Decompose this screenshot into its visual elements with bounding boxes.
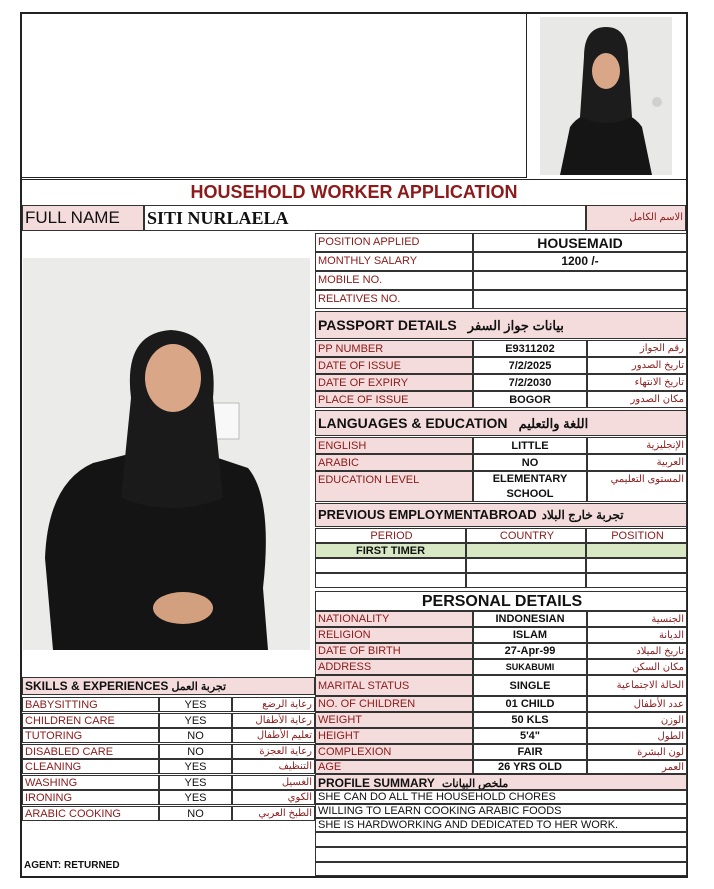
profile-line-2: WILLING TO LEARN COOKING ARABIC FOODS — [315, 804, 687, 818]
full-name-value: SITI NURLAELA — [144, 205, 586, 231]
skill-row-arabic: رعاية العجزة — [232, 744, 315, 759]
personal-row-value: 27-Apr-99 — [473, 643, 587, 659]
profile-heading-box — [315, 774, 687, 790]
employment-row3-period — [315, 573, 466, 588]
education-label: EDUCATION LEVEL — [315, 471, 473, 502]
position-value: HOUSEMAID — [473, 233, 687, 252]
personal-row-label: HEIGHT — [315, 728, 473, 744]
employment-first-timer: FIRST TIMER — [315, 543, 466, 558]
lang-english-arabic: الإنجليزية — [587, 437, 687, 454]
profile-line-3: SHE IS HARDWORKING AND DEDICATED TO HER WORK. — [315, 818, 687, 832]
passport-row-arabic: مكان الصدور — [587, 391, 687, 408]
passport-row-label: PP NUMBER — [315, 340, 473, 357]
skill-row-label: DISABLED CARE — [22, 744, 159, 759]
employment-row2-position — [586, 558, 687, 573]
full-name-arabic: الاسم الكامل — [586, 205, 686, 231]
employment-heading-box — [315, 503, 687, 527]
personal-row-arabic: الجنسية — [587, 611, 687, 627]
skill-row-arabic: التنظيف — [232, 759, 315, 774]
personal-row-arabic: مكان السكن — [587, 659, 687, 675]
passport-row-value: BOGOR — [473, 391, 587, 408]
passport-row-value: 7/2/2025 — [473, 357, 587, 374]
education-value: ELEMENTARY SCHOOL — [473, 471, 587, 502]
passport-heading-arabic: بيانات جواز السفر — [467, 318, 564, 333]
profile-blank-3 — [315, 862, 687, 876]
skill-row-label: CLEANING — [22, 759, 159, 774]
skill-row-value: YES — [159, 759, 232, 774]
lang-arabic-arabic: العربية — [587, 454, 687, 471]
skill-row-value: YES — [159, 790, 232, 805]
employment-col-position: POSITION — [586, 528, 687, 543]
personal-row-label: DATE OF BIRTH — [315, 643, 473, 659]
personal-row-value: 01 CHILD — [473, 696, 587, 712]
personal-row-arabic: عدد الأطفال — [587, 696, 687, 712]
applicant-photo-small — [540, 17, 672, 175]
skills-heading-box — [22, 677, 315, 695]
skill-row-value: YES — [159, 697, 232, 712]
passport-row-label: DATE OF EXPIRY — [315, 374, 473, 391]
skills-heading: SKILLS & EXPERIENCES — [25, 679, 169, 693]
personal-row-label: WEIGHT — [315, 712, 473, 728]
skill-row-arabic: تعليم الأطفال — [232, 728, 315, 743]
relatives-label: RELATIVES NO. — [315, 290, 473, 309]
employment-heading-arabic: تجربة خارج البلاد — [541, 508, 624, 522]
employment-col-country: COUNTRY — [466, 528, 586, 543]
employment-row3-position — [586, 573, 687, 588]
relatives-value — [473, 290, 687, 309]
skill-row-value: NO — [159, 728, 232, 743]
languages-heading: LANGUAGES & EDUCATION — [318, 415, 508, 431]
personal-row-arabic: لون البشرة — [587, 744, 687, 760]
left-column-divider — [315, 814, 316, 876]
passport-row-label: PLACE OF ISSUE — [315, 391, 473, 408]
skill-row-label: WASHING — [22, 775, 159, 790]
employment-row2-period — [315, 558, 466, 573]
skill-row-arabic: رعاية الرضع — [232, 697, 315, 712]
education-arabic: المستوى التعليمي — [587, 471, 687, 502]
profile-blank-1 — [315, 832, 687, 847]
employment-col-period: PERIOD — [315, 528, 466, 543]
personal-row-arabic: الطول — [587, 728, 687, 744]
salary-label: MONTHLY SALARY — [315, 252, 473, 271]
skill-row-value: NO — [159, 806, 232, 821]
employment-row3-country — [466, 573, 586, 588]
skills-heading-arabic: تجربة العمل — [171, 681, 227, 693]
skill-row-value: NO — [159, 744, 232, 759]
skill-row-label: IRONING — [22, 790, 159, 805]
personal-row-value: 50 KLS — [473, 712, 587, 728]
passport-heading: PASSPORT DETAILS — [318, 317, 457, 333]
personal-row-value: SUKABUMI — [473, 659, 587, 675]
profile-heading-arabic: ملخص البيانات — [441, 778, 509, 790]
skill-row-label: ARABIC COOKING — [22, 806, 159, 821]
employment-heading: PREVIOUS EMPLOYMENTABROAD — [318, 507, 537, 522]
position-label: POSITION APPLIED — [315, 233, 473, 252]
languages-heading-box — [315, 410, 687, 436]
passport-row-arabic: رقم الجواز — [587, 340, 687, 357]
personal-row-arabic: الحالة الاجتماعية — [587, 675, 687, 696]
personal-row-value: 26 YRS OLD — [473, 760, 587, 774]
applicant-photo-large — [23, 258, 310, 650]
skill-row-value: YES — [159, 713, 232, 728]
agent-label: AGENT: RETURNED — [24, 860, 120, 871]
passport-heading-box — [315, 311, 687, 339]
profile-line-1: SHE CAN DO ALL THE HOUSEHOLD CHORES — [315, 790, 687, 804]
personal-row-label: NO. OF CHILDREN — [315, 696, 473, 712]
personal-row-value: 5'4" — [473, 728, 587, 744]
skill-row-label: CHILDREN CARE — [22, 713, 159, 728]
mobile-label: MOBILE NO. — [315, 271, 473, 290]
personal-row-label: COMPLEXION — [315, 744, 473, 760]
lang-arabic-label: ARABIC — [315, 454, 473, 471]
personal-row-value: INDONESIAN — [473, 611, 587, 627]
personal-row-label: AGE — [315, 760, 473, 774]
lang-english-value: LITTLE — [473, 437, 587, 454]
passport-row-arabic: تاريخ الصدور — [587, 357, 687, 374]
passport-row-value: E9311202 — [473, 340, 587, 357]
personal-row-arabic: تاريخ الميلاد — [587, 643, 687, 659]
personal-row-arabic: الديانة — [587, 627, 687, 643]
lang-english-label: ENGLISH — [315, 437, 473, 454]
form-title: HOUSEHOLD WORKER APPLICATION — [20, 179, 688, 203]
personal-heading: PERSONAL DETAILS — [315, 591, 687, 611]
profile-heading: PROFILE SUMMARY — [318, 776, 435, 790]
personal-row-label: ADDRESS — [315, 659, 473, 675]
skill-row-label: TUTORING — [22, 728, 159, 743]
lang-arabic-value: NO — [473, 454, 587, 471]
profile-blank-2 — [315, 847, 687, 862]
skill-row-arabic: الكوي — [232, 790, 315, 805]
skill-row-value: YES — [159, 775, 232, 790]
personal-row-value: SINGLE — [473, 675, 587, 696]
personal-row-arabic: الوزن — [587, 712, 687, 728]
skill-row-arabic: الغسيل — [232, 775, 315, 790]
full-name-label: FULL NAME — [22, 205, 144, 231]
personal-row-label: RELIGION — [315, 627, 473, 643]
skill-row-arabic: الطبخ العربي — [232, 806, 315, 821]
header-blank-box — [20, 12, 527, 178]
employment-row1-country — [466, 543, 586, 558]
personal-row-label: MARITAL STATUS — [315, 675, 473, 696]
personal-row-arabic: العمر — [587, 760, 687, 774]
employment-row2-country — [466, 558, 586, 573]
personal-row-value: ISLAM — [473, 627, 587, 643]
employment-row1-position — [586, 543, 687, 558]
mobile-value — [473, 271, 687, 290]
passport-row-label: DATE OF ISSUE — [315, 357, 473, 374]
skill-row-label: BABYSITTING — [22, 697, 159, 712]
passport-row-value: 7/2/2030 — [473, 374, 587, 391]
personal-row-label: NATIONALITY — [315, 611, 473, 627]
salary-value: 1200 /- — [473, 252, 687, 271]
personal-row-value: FAIR — [473, 744, 587, 760]
passport-row-arabic: تاريخ الانتهاء — [587, 374, 687, 391]
skill-row-arabic: رعاية الأطفال — [232, 713, 315, 728]
languages-heading-arabic: اللغة والتعليم — [518, 416, 589, 431]
